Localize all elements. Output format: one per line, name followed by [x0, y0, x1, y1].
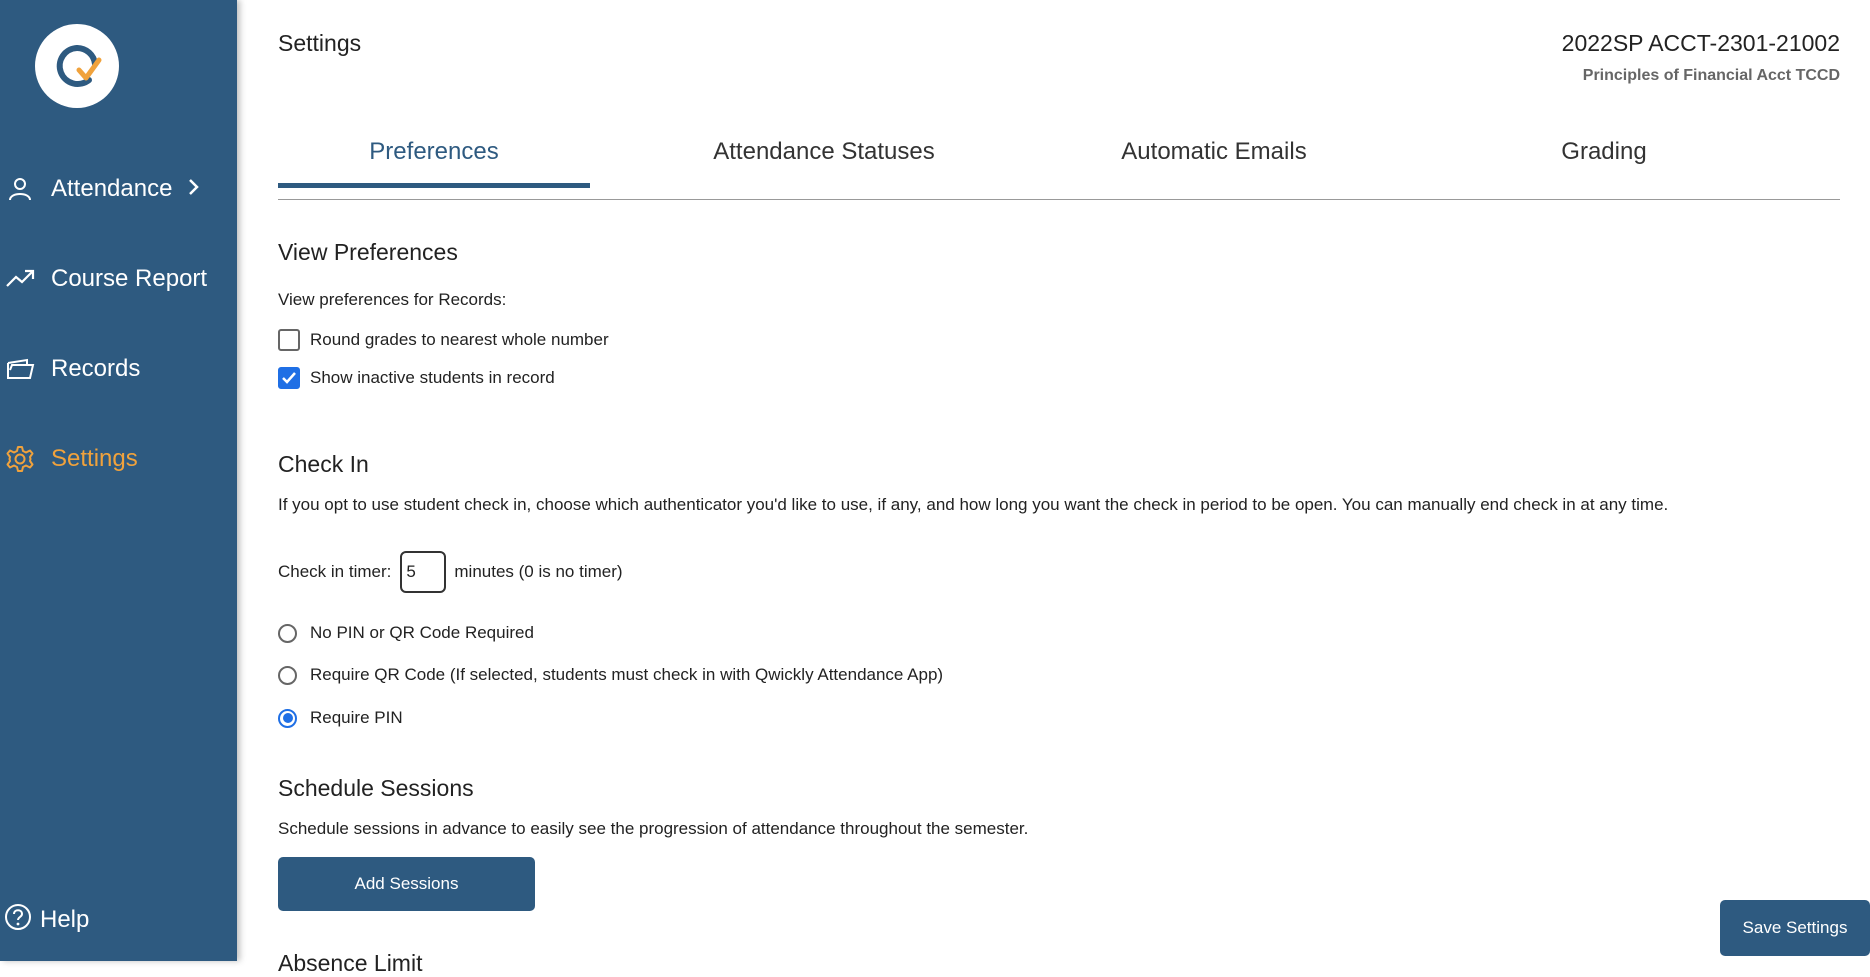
sidebar-item-label: Attendance [51, 175, 173, 202]
tab-label: Automatic Emails [1121, 138, 1307, 165]
sidebar-item-settings[interactable] [0, 439, 138, 479]
add-sessions-button[interactable]: Add Sessions [278, 857, 535, 911]
sidebar-item-records[interactable] [0, 349, 140, 389]
show-inactive-option[interactable] [278, 367, 555, 389]
view-preferences-subheading: View preferences for Records: [278, 290, 507, 309]
save-settings-button[interactable]: Save Settings [1720, 900, 1870, 956]
sidebar-item-label: Settings [51, 445, 138, 472]
app-logo[interactable] [35, 24, 119, 108]
sidebar-item-course-report[interactable] [0, 259, 207, 299]
tab-label: Attendance Statuses [713, 138, 935, 165]
sidebar-item-label: Records [51, 355, 141, 382]
check-in-timer-row [278, 551, 623, 593]
trend-icon [0, 259, 40, 299]
tab-label: Preferences [369, 138, 499, 165]
no-pin-option[interactable] [278, 623, 534, 643]
help-link[interactable] [4, 900, 89, 940]
require-qr-option[interactable] [278, 665, 943, 685]
require-pin-option[interactable] [278, 708, 403, 728]
show-inactive-checkbox[interactable] [278, 367, 300, 389]
checkbox-label: Show inactive students in record [310, 368, 555, 387]
radio-label: Require QR Code (If selected, students must check in with Qwickly Attendance App) [310, 665, 944, 684]
check-in-heading: Check In [278, 451, 369, 477]
course-name: Principles of Financial Acct TCCD [1582, 67, 1840, 84]
tab-grading[interactable] [1448, 130, 1760, 188]
tab-automatic-emails[interactable] [1058, 130, 1370, 188]
chevron-right-icon [188, 175, 200, 203]
settings-tabs [278, 130, 1840, 200]
round-grades-checkbox[interactable] [278, 329, 300, 351]
schedule-sessions-description: Schedule sessions in advance to easily see the progression of attendance throughout the semester. [278, 819, 1029, 838]
person-icon [0, 169, 40, 209]
radio-label: No PIN or QR Code Required [310, 623, 534, 642]
absence-limit-heading: Absence Limit [278, 950, 423, 976]
tab-preferences[interactable] [278, 130, 590, 188]
radio-label: Require PIN [310, 708, 403, 727]
course-code: 2022SP ACCT-2301-21002 [1561, 30, 1840, 56]
no-pin-radio[interactable] [278, 624, 297, 643]
require-qr-radio[interactable] [278, 666, 297, 685]
checkmark-icon [281, 371, 297, 385]
active-tab-indicator [278, 183, 590, 188]
round-grades-option[interactable] [278, 329, 609, 351]
timer-label: Check in timer: [278, 562, 392, 581]
check-in-description: If you opt to use student check in, choose which authenticator you'd like to use, if any, and how long you want the check in period to be open. You can manually end check in at any time. [278, 495, 1669, 514]
sidebar-item-label: Course Report [51, 265, 208, 292]
check-in-timer-input[interactable] [400, 551, 446, 593]
folder-icon [0, 349, 40, 389]
help-icon [4, 903, 32, 938]
schedule-sessions-heading: Schedule Sessions [278, 775, 474, 801]
sidebar [0, 0, 237, 961]
view-preferences-heading: View Preferences [278, 239, 458, 265]
page-title: Settings [278, 30, 362, 56]
checkbox-label: Round grades to nearest whole number [310, 330, 609, 349]
help-label: Help [40, 906, 90, 933]
qwickly-logo-icon [51, 40, 103, 92]
require-pin-radio[interactable] [278, 709, 297, 728]
sidebar-item-attendance[interactable] [0, 169, 200, 209]
timer-suffix: minutes (0 is no timer) [454, 562, 623, 581]
tab-label: Grading [1561, 138, 1647, 165]
tab-attendance-statuses[interactable] [668, 130, 980, 188]
gear-icon [0, 439, 40, 479]
